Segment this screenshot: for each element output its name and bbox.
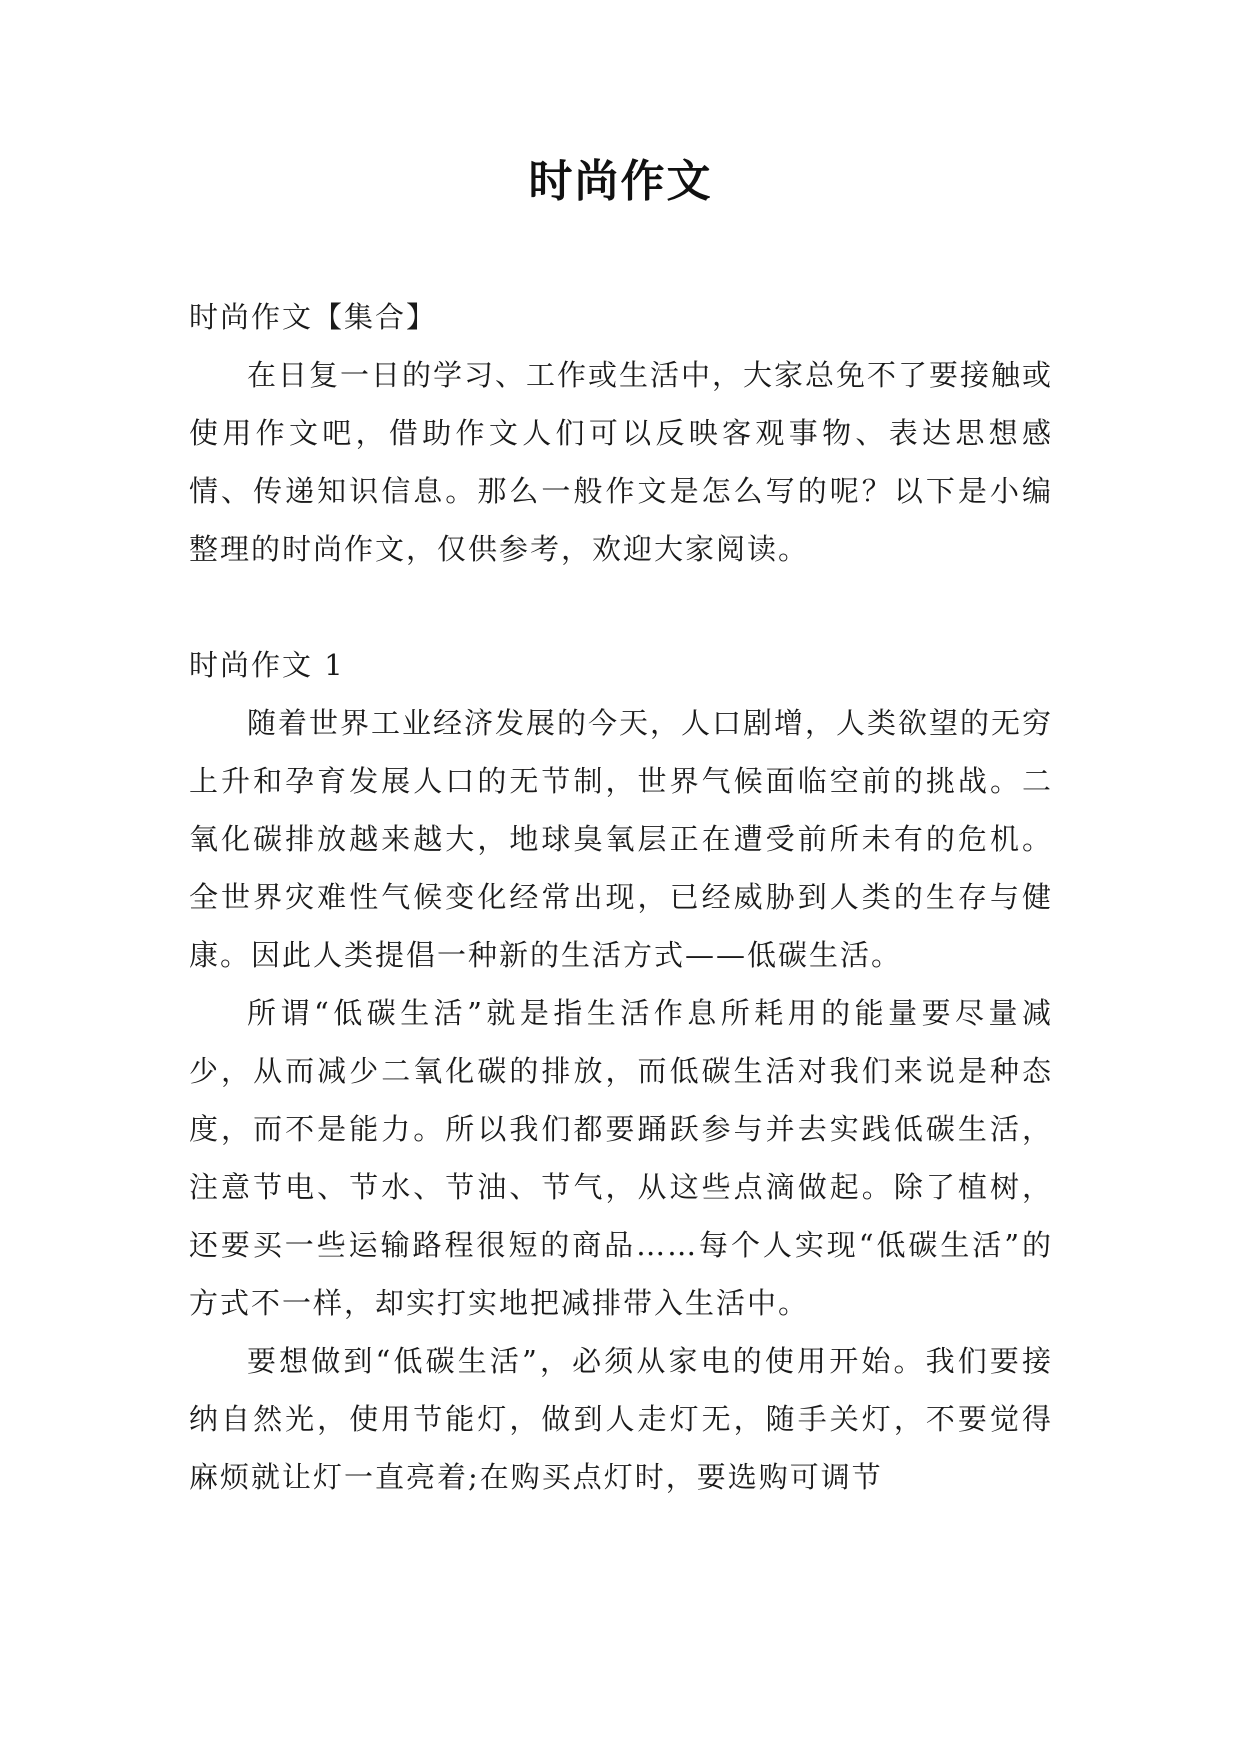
- section-heading: 时尚作文 1: [189, 648, 345, 682]
- section-spacer: [189, 578, 1053, 636]
- document-body: [189, 288, 1053, 1506]
- intro-paragraph: 在日复一日的学习、工作或生活中，大家总免不了要接触或使用作文吧，借助作文人们可以反映客观事物、表达思想感情、传递知识信息。那么一般作文是怎么写的呢？以下是小编整理的时尚作文，仅供参考，欢迎大家阅读。: [189, 358, 1054, 566]
- document-title: 时尚作文: [528, 156, 713, 207]
- body-paragraph: 随着世界工业经济发展的今天，人口剧增，人类欲望的无穷上升和孕育发展人口的无节制，世界气候面临空前的挑战。二氧化碳排放越来越大，地球臭氧层正在遭受前所未有的危机。全世界灾难性气候变化经常出现，已经威胁到人类的生存与健康。因此人类提倡一种新的生活方式——低碳生活。: [189, 706, 1054, 972]
- body-paragraph: 要想做到“低碳生活”，必须从家电的使用开始。我们要接纳自然光，使用节能灯，做到人走灯无，随手关灯，不要觉得麻烦就让灯一直亮着;在购买点灯时，要选购可调节: [189, 1344, 1053, 1494]
- body-paragraph: 所谓“低碳生活”就是指生活作息所耗用的能量要尽量减少，从而减少二氧化碳的排放，而低碳生活对我们来说是种态度，而不是能力。所以我们都要踊跃参与并去实践低碳生活，注意节电、节水、节油、节气，从这些点滴做起。除了植树，还要买一些运输路程很短的商品……每个人实现“低碳生活”的方式不一样，却实打实地把减排带入生活中。: [189, 996, 1053, 1320]
- collection-heading: 时尚作文【集合】: [189, 300, 438, 334]
